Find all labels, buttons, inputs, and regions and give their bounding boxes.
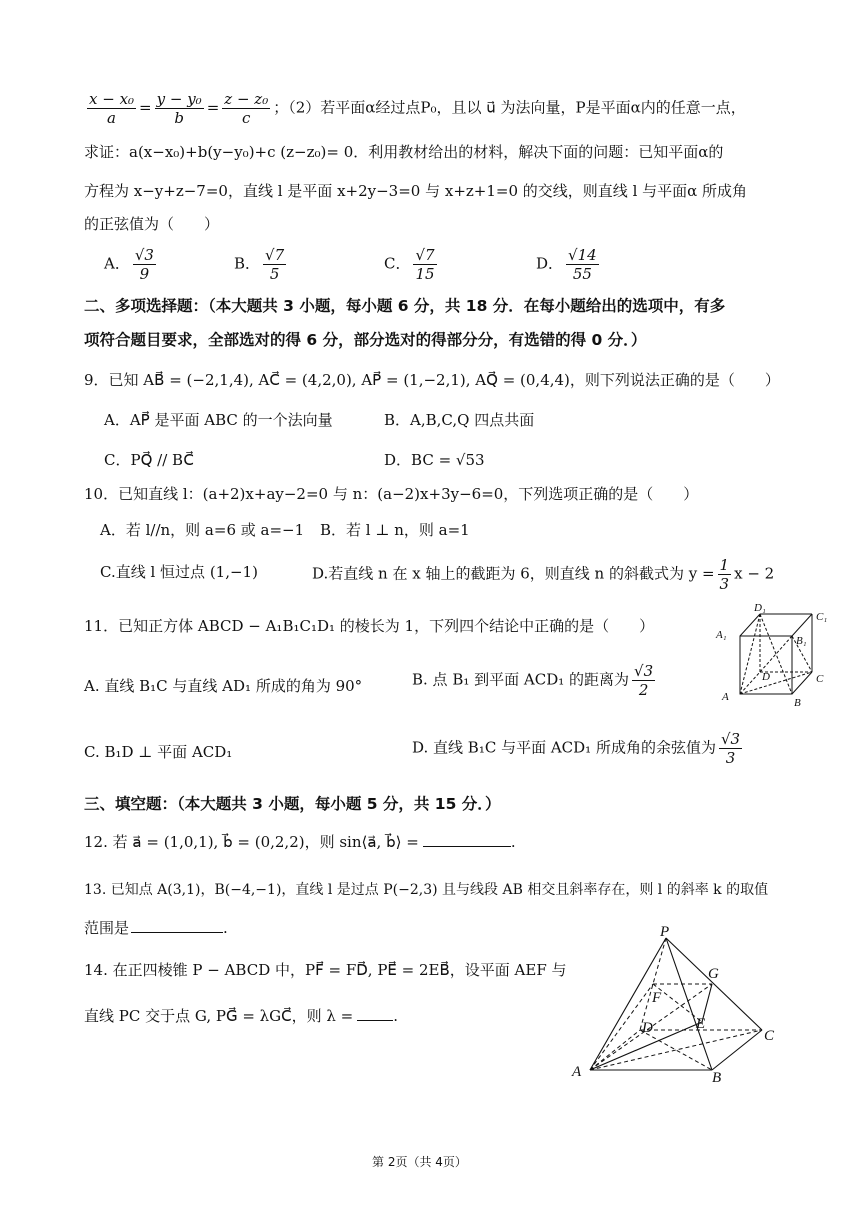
pyramid-label: A [572,1064,582,1080]
cube-label: A [722,691,729,703]
section3-heading: 三、填空题：（本大题共 3 小题，每小题 5 分，共 15 分．） [84,795,501,813]
q14-line1: 14. 在正四棱锥 P − ABCD 中，PF⃗ = FD⃗, PE⃗ = 2EB⃗，设平面 AEF 与 [84,961,567,979]
answer-blank[interactable] [357,1006,393,1021]
q9-stem: 9．已知 AB⃗ = (−2,1,4), AC⃗ = (4,2,0), AP⃗ = (1,−2,1), AQ⃗ = (0,4,4)，则下列说法正确的是（ ） [84,371,780,389]
cube-label: B₁ [796,635,807,647]
q9-option-d: D．BC = √53 [384,451,485,469]
q14-line2: 直线 PC 交于点 G, PG⃗ = λGC⃗，则 λ = . [84,1007,399,1025]
page-footer: 第 2页（共 4页） [372,1155,467,1169]
q9-option-a: A．AP⃗ 是平面 ABC 的一个法向量 [104,411,333,429]
q12-line: 12. 若 a⃗ = (1,0,1), b⃗ = (0,2,2)，则 sin⟨a⃗, b⃗⟩ = . [84,833,516,851]
section2-heading-line2: 项符合题目要求，全部选对的得 6 分，部分选对的得部分分，有选错的得 0 分．） [84,331,647,349]
q10-option-d: D.若直线 n 在 x 轴上的截距为 6，则直线 n 的斜截式为 y = $\frac{1}{3}$ x − 2 [312,556,775,593]
cube-label: C [816,673,824,685]
pyramid-label: E [696,1016,706,1032]
q8-option-b: B． $\frac{√7}{5}$ [234,246,285,283]
q8-line4: 的正弦值为（ ） [84,215,220,233]
pyramid-figure [566,924,788,1088]
section2-heading-line1: 二、多项选择题：（本大题共 3 小题，每小题 6 分，共 18 分．在每小题给出的选项中，有多 [84,297,726,315]
q13-line1: 13. 已知点 A(3,1)，B(−4,−1)，直线 l 是过点 P(−2,3) 且与线段 AB 相交且斜率存在，则 l 的斜率 k 的取值 [84,882,769,898]
q10-stem: 10．已知直线 l：(a+2)x+ay−2=0 与 n：(a−2)x+3y−6=0，下列选项正确的是（ ） [84,485,699,503]
fraction: $\frac{\text{x − x₀}}{a}$ [89,90,135,127]
answer-blank[interactable] [423,832,511,847]
answer-blank[interactable] [131,918,223,933]
cube-label: C₁ [816,611,828,623]
pyramid-label: G [708,966,719,982]
cube-figure [712,600,838,712]
q8-option-c: C． $\frac{√7}{15}$ [384,246,435,283]
q11-stem: 11．已知正方体 ABCD − A₁B₁C₁D₁ 的棱长为 1，下列四个结论中正确的是（ ） [84,617,655,635]
q8-line3: 方程为 x−y+z−7=0，直线 l 是平面 x+2y−3=0 与 x+z+1=0 的交线，则直线 l 与平面α 所成角 [84,182,748,200]
q10-option-c: C.直线 l 恒过点 (1,−1) [100,563,258,581]
cube-label: B [794,697,801,709]
pyramid-label: P [660,924,670,940]
q13-line2: 范围是 . [84,919,228,937]
q8-line2: 求证：a(x−x₀)+b(y−y₀)+c (z−z₀)= 0．利用教材给出的材料，解决下面的问题：已知平面α的 [84,143,724,161]
q9-option-c: C．PQ⃗ // BC⃗ [104,451,194,469]
q11-option-a: A. 直线 B₁C 与直线 AD₁ 所成的角为 90° [84,677,363,695]
cube-label: D [762,671,770,683]
q8-line1-tail: ；（2）若平面α经过点P₀，且以 u⃗ 为法向量，P是平面α内的任意一点， [273,98,746,117]
q11-option-c: C. B₁D ⊥ 平面 ACD₁ [84,743,233,761]
q9-option-b: B．A,B,C,Q 四点共面 [384,411,535,429]
cube-label: D₁ [754,602,766,614]
q8-option-a: A． $\frac{√3}{9}$ [104,246,154,283]
q8-option-d: D． $\frac{√14}{55}$ [536,246,597,283]
fraction: $\frac{\text{y − y₀}}{b}$ [156,90,202,127]
cube-label: A₁ [716,629,727,641]
q10-option-a: A．若 l//n，则 a=6 或 a=−1 [100,521,305,539]
pyramid-label: D [642,1020,653,1036]
q11-option-b: B. 点 B₁ 到平面 ACD₁ 的距离为 $\frac{√3}{2}$ [412,662,654,699]
fraction: $\frac{\text{z − z₀}}{c}$ [224,90,269,127]
pyramid-label: C [764,1028,775,1044]
q8-first-line: $\frac{\text{x − x₀}}{a}$ = $\frac{\text{y − y₀}}{b}$ = $\frac{\text{z − z₀}}{c}$ ；（2）若平面α经过点P₀，且以 u⃗ 为法向量，P是平面α内的任意一点， [89,90,746,127]
q10-option-b: B．若 l ⊥ n，则 a=1 [320,521,470,539]
pyramid-label: B [712,1070,722,1086]
q11-option-d: D. 直线 B₁C 与平面 ACD₁ 所成角的余弦值为 $\frac{√3}{3}$ [412,730,741,767]
pyramid-label: F [652,990,662,1006]
